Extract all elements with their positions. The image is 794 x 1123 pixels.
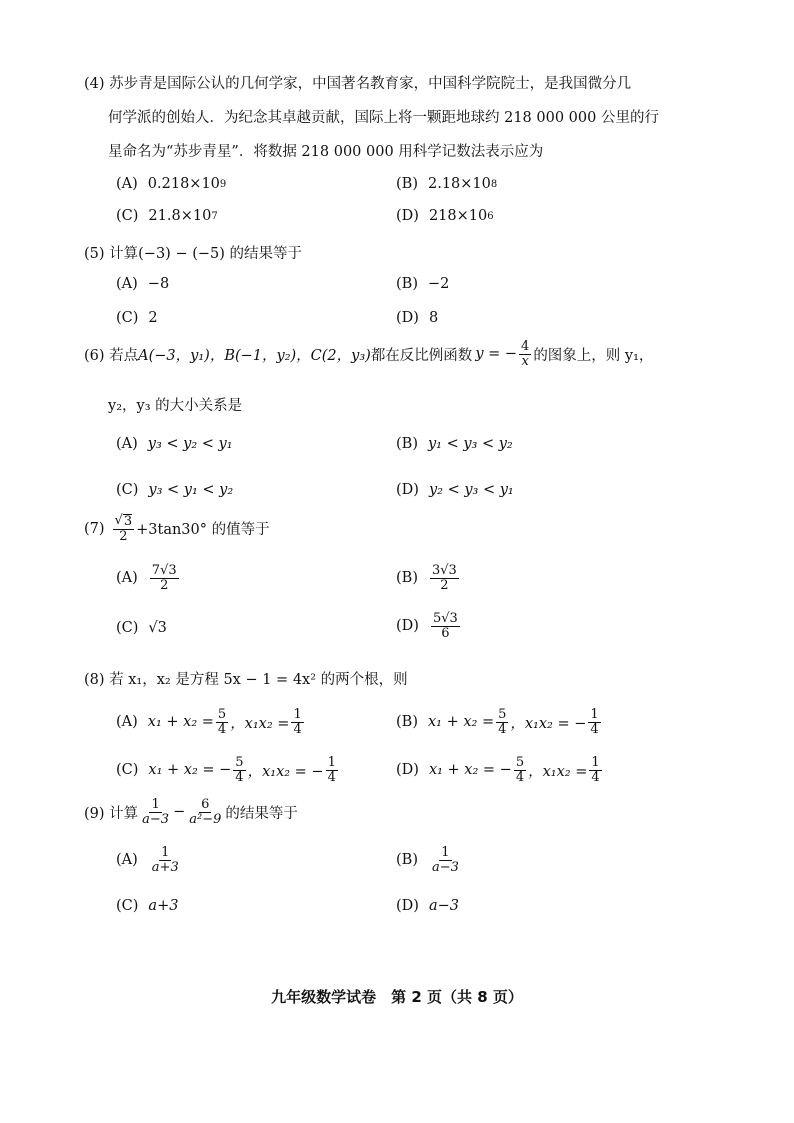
q8-option-d: (D) x₁ + x₂ = − $\frac{5}{4}$ ，x₁x₂ = $\frac{1}{4}$ xyxy=(396,755,600,785)
q6-stem-line2: y₂，y₃ 的大小关系是 xyxy=(108,398,243,414)
q6-option-b: (B) y₁ < y₃ < y₂ xyxy=(396,436,513,452)
q5-option-a: (A) −8 xyxy=(116,276,170,292)
q7-option-b: (B) $\frac{3√3}{2}$ xyxy=(396,563,457,593)
page-footer: 九年级数学试卷 第 2 页（共 8 页） xyxy=(271,988,523,1006)
q8-option-b: (B) x₁ + x₂ = $\frac{5}{4}$ ，x₁x₂ = − $\frac{1}{4}$ xyxy=(396,707,599,737)
q4-option-d: (D) 218×10 6 xyxy=(396,208,494,224)
q8-option-c: (C) x₁ + x₂ = − $\frac{5}{4}$ ，x₁x₂ = − $\frac{1}{4}$ xyxy=(116,755,336,785)
q9-option-b: (B) $\frac{1}{a-3}$ xyxy=(396,845,459,875)
q9-option-c: (C) a+3 xyxy=(116,898,179,914)
q6-option-c: (C) y₃ < y₁ < y₂ xyxy=(116,482,234,498)
q4-option-b: (B) 2.18×10 8 xyxy=(396,176,498,192)
q7-option-d: (D) $\frac{5√3}{6}$ xyxy=(396,611,458,641)
q8-stem: (8) 若 x₁，x₂ 是方程 5x − 1 = 4x² 的两个根，则 xyxy=(84,672,408,688)
q9-stem: (9) 计算 $\frac{1}{a-3}$ − $\frac{6}{\text{a²−9}}$ 的结果等于 xyxy=(84,797,298,827)
q4-option-a: (A) 0.218×10 9 xyxy=(116,176,227,192)
q9-option-a: (A) $\frac{1}{a+3}$ xyxy=(116,845,179,875)
q9-option-d: (D) a−3 xyxy=(396,898,459,914)
q7-fraction: √ 3 2 xyxy=(114,513,133,544)
q8-option-a: (A) x₁ + x₂ = $\frac{5}{4}$ ，x₁x₂ = $\frac{1}{4}$ xyxy=(116,707,302,737)
q7-stem: (7) √ 3 2 +3tan30° 的值等于 xyxy=(84,513,270,544)
q7-option-c: (C) √3 xyxy=(116,620,167,636)
q5-stem: (5) 计算(−3) − (−5) 的结果等于 xyxy=(84,246,303,262)
q7-option-a: (A) $\frac{7√3}{2}$ xyxy=(116,563,177,593)
q4-option-c: (C) 21.8×10 7 xyxy=(116,208,218,224)
q4-stem-line1: (4) 苏步青是国际公认的几何学家，中国著名教育家，中国科学院院士，是我国微分几 xyxy=(84,76,632,92)
q5-option-d: (D) 8 xyxy=(396,310,439,326)
q4-stem-line3: 星命名为“苏步青星”．将数据 218 000 000 用科学记数法表示应为 xyxy=(108,144,544,160)
q6-option-d: (D) y₂ < y₃ < y₁ xyxy=(396,482,514,498)
q6-stem: (6) 若点 A(−3，y₁)，B(−1，y₂)，C(2，y₃) 都在反比例函数 y = − $\frac{4}{x}$ 的图象上，则 y₁， xyxy=(84,339,654,369)
q5-option-b: (B) −2 xyxy=(396,276,450,292)
q4-stem-line2: 何学派的创始人．为纪念其卓越贡献，国际上将一颗距地球约 218 000 000 公里的行 xyxy=(108,110,659,126)
q5-option-c: (C) 2 xyxy=(116,310,158,326)
q6-function-fraction: $\frac{4}{x}$ xyxy=(521,339,530,369)
q6-option-a: (A) y₃ < y₂ < y₁ xyxy=(116,436,233,452)
